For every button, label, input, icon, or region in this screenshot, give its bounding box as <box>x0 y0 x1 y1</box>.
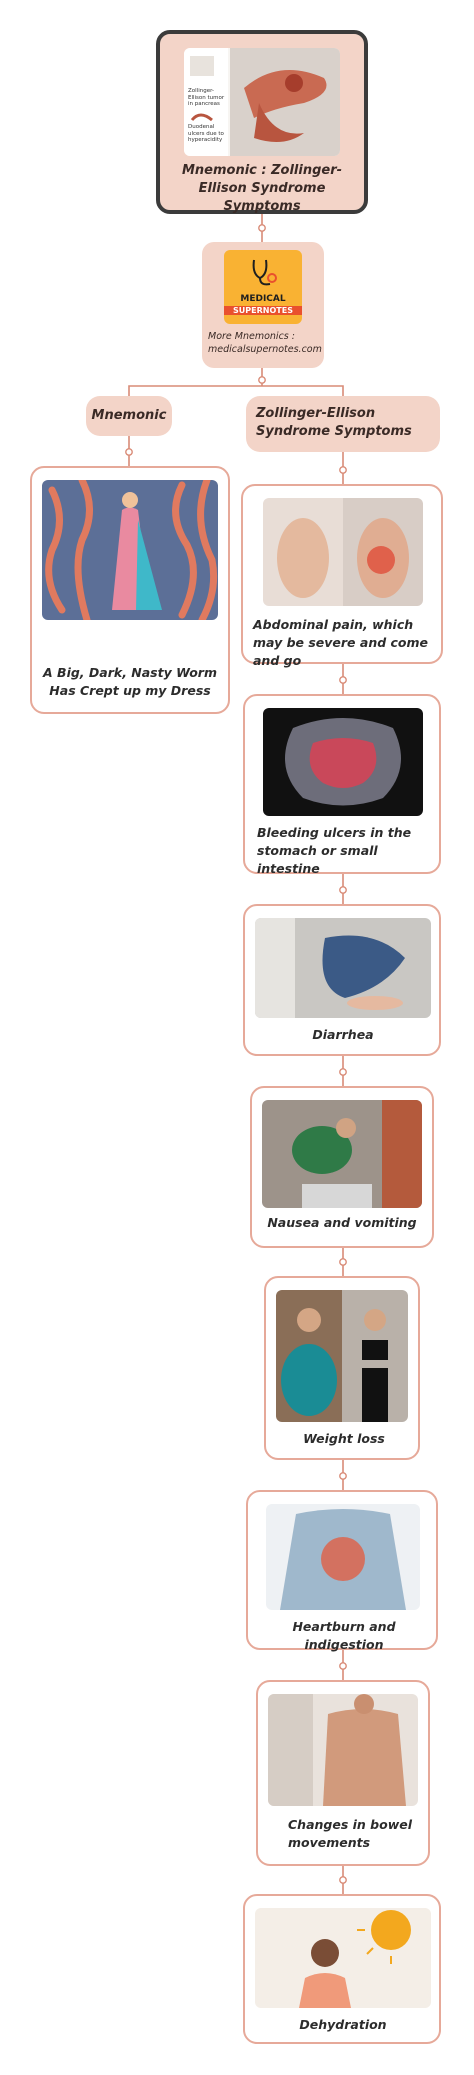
symptom-card-nausea[interactable] <box>250 1086 434 1248</box>
dehydration-image <box>255 1908 431 2008</box>
title-text: Mnemonic : Zollinger-Ellison Syndrome Symptoms <box>181 163 343 214</box>
symptoms-branch[interactable]: Zollinger-Ellison Syndrome Symptoms <box>246 396 440 452</box>
symptom-card-abdominal-pain[interactable] <box>241 484 443 668</box>
ulcers-label: Duodenal ulcers due to hyperacidity <box>188 124 224 143</box>
symptom-card-bowel-changes[interactable] <box>256 1680 430 1866</box>
mnemonic-branch[interactable]: Mnemonic <box>86 396 172 436</box>
brand-link-text[interactable]: More Mnemonics : medicalsupernotes.com <box>208 331 322 355</box>
stethoscope-icon <box>246 256 280 290</box>
symptom-label: Changes in bowel movements <box>288 1817 413 1850</box>
logo-line1: MEDICAL <box>240 294 286 304</box>
diarrhea-image <box>255 918 431 1018</box>
worm-dress-illustration <box>42 480 218 620</box>
symptom-label: Dehydration <box>299 2017 387 2032</box>
symptom-label: Nausea and vomiting <box>267 1215 417 1230</box>
symptom-label: Heartburn and indigestion <box>292 1619 396 1652</box>
brand-node[interactable] <box>202 242 324 368</box>
weight-loss-image <box>276 1290 408 1422</box>
bowel-changes-image <box>268 1694 418 1806</box>
symptom-card-dehydration[interactable] <box>243 1894 441 2044</box>
symptom-label: Abdominal pain, which may be severe and come and go <box>253 617 429 668</box>
symptom-card-heartburn[interactable] <box>246 1490 438 1650</box>
symptom-label: Diarrhea <box>312 1027 374 1042</box>
symptom-label: Bleeding ulcers in the stomach or small intestine <box>257 825 412 876</box>
tumor-label: Zollinger-Ellison tumor in pancreas <box>188 88 225 107</box>
medical-supernotes-logo <box>224 250 302 324</box>
mnemonic-text: A Big, Dark, Nasty Worm Has Crept up my Dress <box>43 665 217 698</box>
symptom-card-diarrhea[interactable] <box>243 904 441 1056</box>
symptom-card-bleeding-ulcers[interactable] <box>243 694 441 874</box>
symptom-card-weight-loss[interactable] <box>264 1276 420 1460</box>
logo-line2: SUPERNOTES <box>224 306 302 315</box>
heartburn-image <box>266 1504 420 1610</box>
abdominal-pain-image <box>263 498 423 606</box>
title-node[interactable] <box>156 30 368 214</box>
bleeding-ulcers-image <box>263 708 423 816</box>
nausea-image <box>262 1100 422 1208</box>
symptom-label: Weight loss <box>303 1431 385 1446</box>
mnemonic-card[interactable] <box>30 466 230 714</box>
